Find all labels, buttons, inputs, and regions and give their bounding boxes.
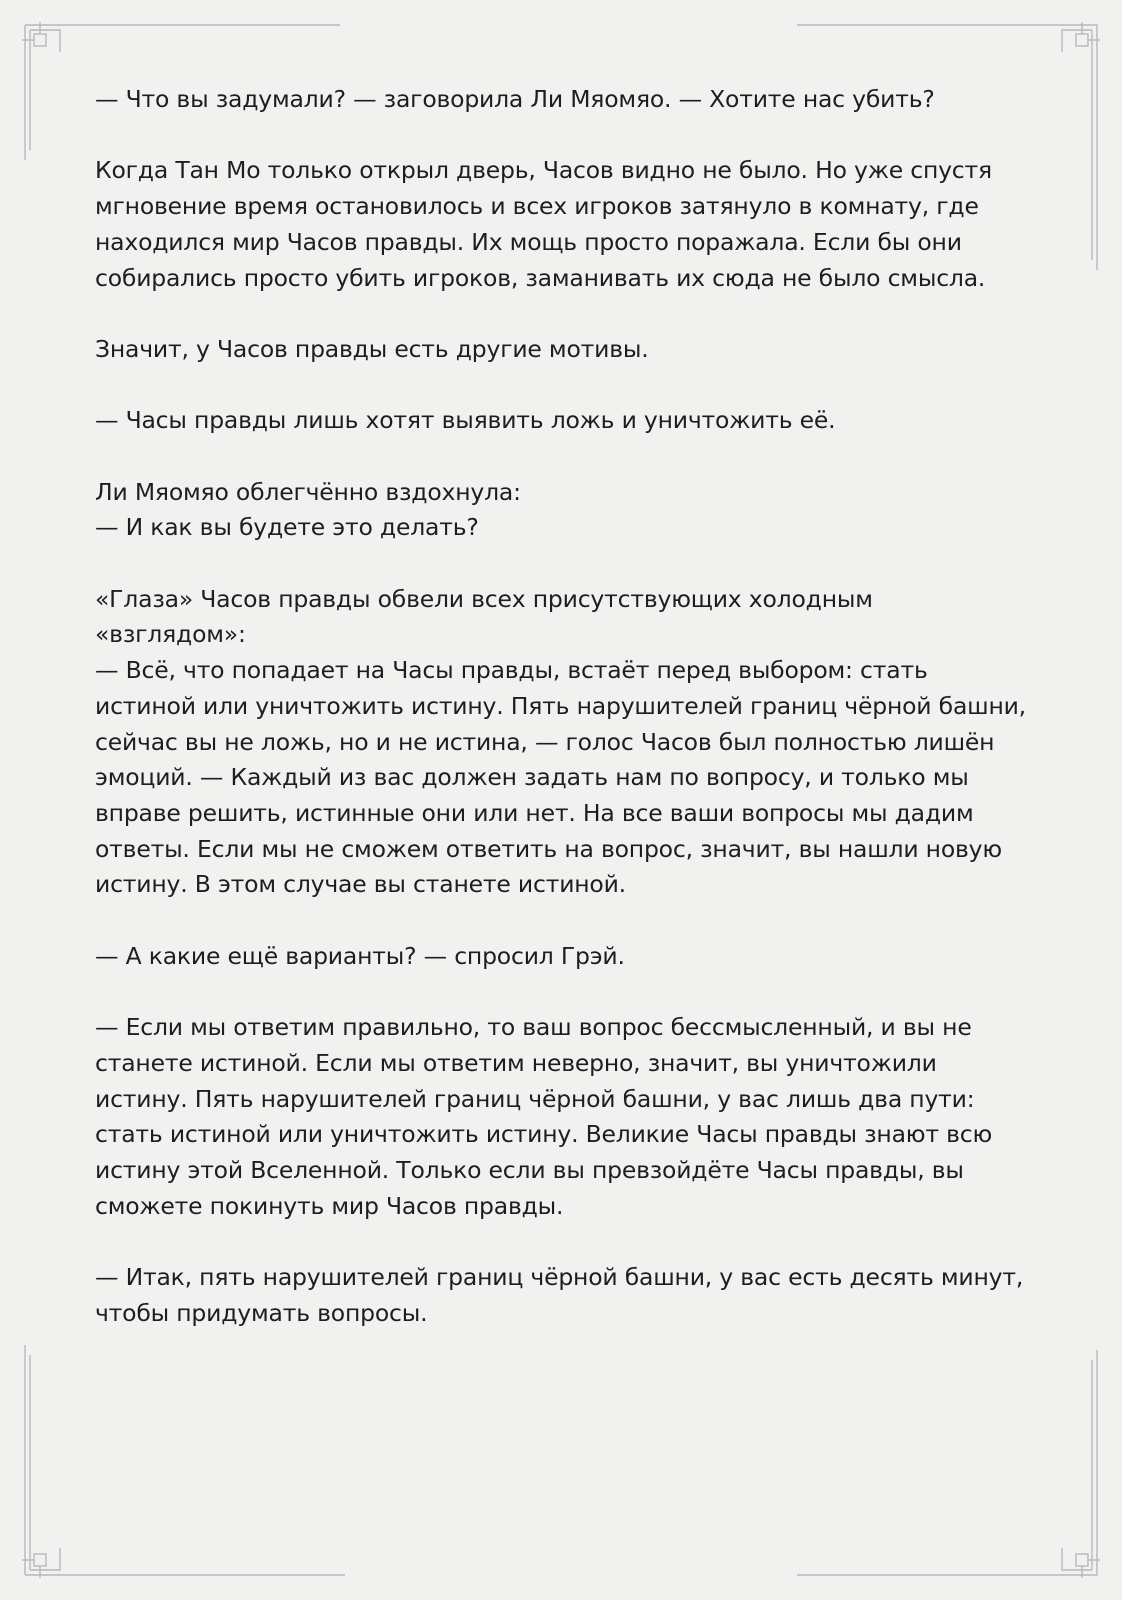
paragraph: Ли Мяомяо облегчённо вздохнула: — И как вы будете это делать? (95, 477, 521, 542)
corner-ornament-bottom-right (797, 1350, 1100, 1578)
paragraph: — Что вы задумали? — заговорила Ли Мяомяо. — Хотите нас убить? (95, 85, 935, 113)
body-text (95, 82, 1035, 1367)
paragraph: — Итак, пять нарушителей границ чёрной башни, у вас есть десять минут, чтобы придумать вопросы. (95, 1263, 1024, 1327)
paragraph: — А какие ещё варианты? — спросил Грэй. (95, 941, 625, 970)
paragraph: — Если мы ответим правильно, то ваш вопрос бессмысленный, и вы не станете истиной. Если мы ответим неверно, значит, вы уничтожили истину. Пять нарушителей границ чёрной башни, у вас лишь два пути: стать истиной или уничтожить истину. Великие Часы правды знают всю истину этой Вселенной. Только если вы превзойдёте Часы правды, вы сможете покинуть мир Часов правды. (95, 1013, 993, 1220)
paragraph: «Глаза» Часов правды обвели всех присутствующих холодным «взглядом»: — Всё, что попадает на Часы правды, встаёт перед выбором: стать истиной или уничтожить истину. Пять нарушителей границ чёрной башни, сейчас вы не ложь, но и не истина, — голос Часов был полностью лишён эмоций. — Каждый из вас должен задать нам по вопросу, и только мы вправе решить, истинные они или нет. На все ваши вопросы мы дадим ответы. Если мы не сможем ответить на вопрос, значит, вы нашли новую истину. В этом случае вы станете истиной. (95, 584, 1026, 899)
paragraph: — Часы правды лишь хотят выявить ложь и уничтожить её. (95, 406, 836, 435)
paragraph: Когда Тан Мо только открыл дверь, Часов видно не было. Но уже спустя мгновение время остановилось и всех игроков затянуло в комнату, где находился мир Часов правды. Их мощь просто поражала. Если бы они собирались просто убить игроков, заманивать их сюда не было смысла. (95, 156, 992, 292)
paragraph: Значит, у Часов правды есть другие мотивы. (95, 334, 649, 363)
corner-ornament-bottom-left (22, 1345, 345, 1578)
